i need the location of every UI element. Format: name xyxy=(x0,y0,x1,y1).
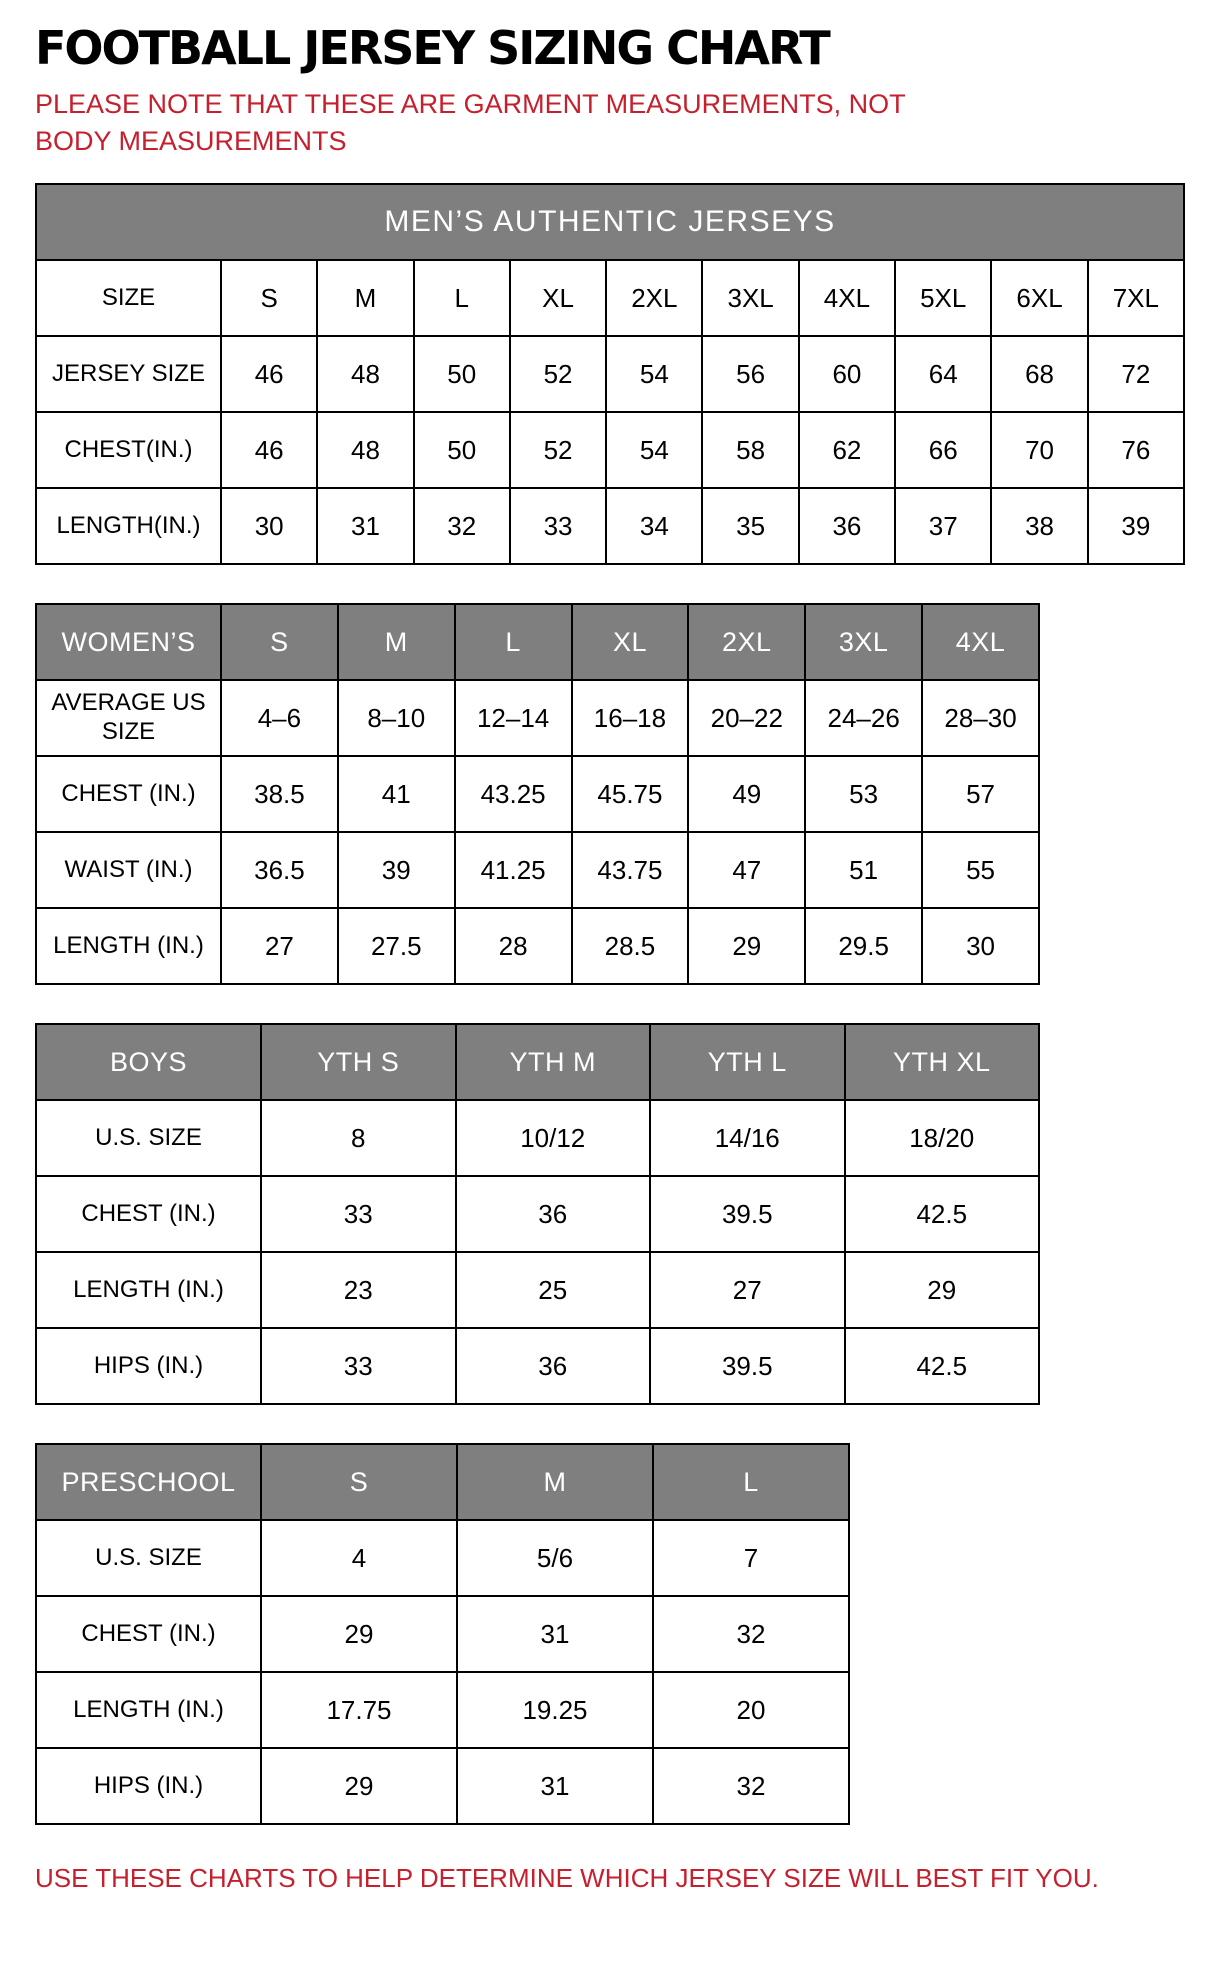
data-cell: 76 xyxy=(1088,412,1184,488)
table-row xyxy=(36,756,1039,832)
data-cell: 37 xyxy=(895,488,991,564)
data-cell: 31 xyxy=(457,1596,653,1672)
data-cell: 36 xyxy=(799,488,895,564)
footer-note: USE THESE CHARTS TO HELP DETERMINE WHICH JERSEY SIZE WILL BEST FIT YOU. xyxy=(35,1863,1099,1894)
row-label: CHEST(IN.) xyxy=(36,412,221,488)
data-cell: S xyxy=(221,260,317,336)
data-cell: 68 xyxy=(991,336,1087,412)
data-cell: 48 xyxy=(317,412,413,488)
data-cell: 72 xyxy=(1088,336,1184,412)
data-cell: 28–30 xyxy=(922,680,1039,756)
preschool-sizing-table xyxy=(35,1443,850,1825)
womens-sizing-table xyxy=(35,603,1040,985)
preschool-header-label: PRESCHOOL xyxy=(36,1444,261,1520)
data-cell: 56 xyxy=(702,336,798,412)
data-cell: 33 xyxy=(261,1176,456,1252)
row-label: HIPS (IN.) xyxy=(36,1328,261,1404)
data-cell: 8–10 xyxy=(338,680,455,756)
data-cell: 31 xyxy=(317,488,413,564)
data-cell: 42.5 xyxy=(845,1328,1040,1404)
mens-table-title: MEN’S AUTHENTIC JERSEYS xyxy=(36,184,1184,260)
data-cell: 53 xyxy=(805,756,922,832)
data-cell: 30 xyxy=(922,908,1039,984)
data-cell: 3XL xyxy=(702,260,798,336)
data-cell: 45.75 xyxy=(572,756,689,832)
data-cell: 16–18 xyxy=(572,680,689,756)
data-cell: 39 xyxy=(1088,488,1184,564)
header-cell: YTH S xyxy=(261,1024,456,1100)
data-cell: 48 xyxy=(317,336,413,412)
page-title: FOOTBALL JERSEY SIZING CHART xyxy=(35,21,829,75)
data-cell: 20 xyxy=(653,1672,849,1748)
data-cell: 20–22 xyxy=(688,680,805,756)
header-cell: 2XL xyxy=(688,604,805,680)
data-cell: 39.5 xyxy=(650,1328,845,1404)
data-cell: 18/20 xyxy=(845,1100,1040,1176)
data-cell: 64 xyxy=(895,336,991,412)
data-cell: 33 xyxy=(510,488,606,564)
data-cell: 55 xyxy=(922,832,1039,908)
row-label: JERSEY SIZE xyxy=(36,336,221,412)
data-cell: 49 xyxy=(688,756,805,832)
data-cell: 36.5 xyxy=(221,832,338,908)
data-cell: 29.5 xyxy=(805,908,922,984)
data-cell: 54 xyxy=(606,336,702,412)
data-cell: 43.25 xyxy=(455,756,572,832)
data-cell: XL xyxy=(510,260,606,336)
table-row xyxy=(36,1748,849,1824)
data-cell: 27 xyxy=(221,908,338,984)
data-cell: 39 xyxy=(338,832,455,908)
data-cell: M xyxy=(317,260,413,336)
header-cell: YTH XL xyxy=(845,1024,1040,1100)
mens-sizing-table xyxy=(35,183,1185,565)
data-cell: 29 xyxy=(688,908,805,984)
table-row xyxy=(36,908,1039,984)
data-cell: 7XL xyxy=(1088,260,1184,336)
data-cell: 2XL xyxy=(606,260,702,336)
header-cell: 3XL xyxy=(805,604,922,680)
data-cell: 29 xyxy=(261,1748,457,1824)
header-cell: XL xyxy=(572,604,689,680)
header-cell: L xyxy=(653,1444,849,1520)
data-cell: 4 xyxy=(261,1520,457,1596)
garment-measurements-note: PLEASE NOTE THAT THESE ARE GARMENT MEASUREMENTS, NOT BODY MEASUREMENTS xyxy=(35,89,906,156)
data-cell: 38 xyxy=(991,488,1087,564)
table-row xyxy=(36,1252,1039,1328)
data-cell: 28 xyxy=(455,908,572,984)
data-cell: 51 xyxy=(805,832,922,908)
data-cell: 32 xyxy=(414,488,510,564)
header-cell: S xyxy=(261,1444,457,1520)
data-cell: 36 xyxy=(456,1328,651,1404)
table-row xyxy=(36,1176,1039,1252)
data-cell: 42.5 xyxy=(845,1176,1040,1252)
row-label: HIPS (IN.) xyxy=(36,1748,261,1824)
row-label: LENGTH (IN.) xyxy=(36,908,221,984)
data-cell: 57 xyxy=(922,756,1039,832)
data-cell: 36 xyxy=(456,1176,651,1252)
data-cell: 34 xyxy=(606,488,702,564)
header-cell: S xyxy=(221,604,338,680)
data-cell: 6XL xyxy=(991,260,1087,336)
data-cell: 70 xyxy=(991,412,1087,488)
data-cell: 5XL xyxy=(895,260,991,336)
data-cell: 43.75 xyxy=(572,832,689,908)
table-row xyxy=(36,680,1039,756)
row-label: LENGTH(IN.) xyxy=(36,488,221,564)
row-label: CHEST (IN.) xyxy=(36,756,221,832)
data-cell: 66 xyxy=(895,412,991,488)
data-cell: 5/6 xyxy=(457,1520,653,1596)
data-cell: 29 xyxy=(261,1596,457,1672)
data-cell: 4XL xyxy=(799,260,895,336)
data-cell: 8 xyxy=(261,1100,456,1176)
data-cell: 27.5 xyxy=(338,908,455,984)
data-cell: 17.75 xyxy=(261,1672,457,1748)
data-cell: 47 xyxy=(688,832,805,908)
data-cell: 29 xyxy=(845,1252,1040,1328)
row-label: CHEST (IN.) xyxy=(36,1596,261,1672)
data-cell: 25 xyxy=(456,1252,651,1328)
data-cell: 24–26 xyxy=(805,680,922,756)
data-cell: 50 xyxy=(414,336,510,412)
row-label: LENGTH (IN.) xyxy=(36,1672,261,1748)
data-cell: 39.5 xyxy=(650,1176,845,1252)
table-row xyxy=(36,832,1039,908)
data-cell: 35 xyxy=(702,488,798,564)
womens-header-label: WOMEN’S xyxy=(36,604,221,680)
table-row xyxy=(36,1328,1039,1404)
data-cell: 41.25 xyxy=(455,832,572,908)
data-cell: 46 xyxy=(221,412,317,488)
header-cell: M xyxy=(457,1444,653,1520)
table-row xyxy=(36,336,1184,412)
data-cell: 19.25 xyxy=(457,1672,653,1748)
data-cell: 60 xyxy=(799,336,895,412)
data-cell: 31 xyxy=(457,1748,653,1824)
data-cell: 52 xyxy=(510,412,606,488)
data-cell: 28.5 xyxy=(572,908,689,984)
row-label: LENGTH (IN.) xyxy=(36,1252,261,1328)
data-cell: 32 xyxy=(653,1748,849,1824)
data-cell: 62 xyxy=(799,412,895,488)
row-label: WAIST (IN.) xyxy=(36,832,221,908)
data-cell: 52 xyxy=(510,336,606,412)
data-cell: 30 xyxy=(221,488,317,564)
data-cell: 12–14 xyxy=(455,680,572,756)
row-label: CHEST (IN.) xyxy=(36,1176,261,1252)
data-cell: 7 xyxy=(653,1520,849,1596)
data-cell: 46 xyxy=(221,336,317,412)
data-cell: 41 xyxy=(338,756,455,832)
data-cell: 58 xyxy=(702,412,798,488)
data-cell: 10/12 xyxy=(456,1100,651,1176)
data-cell: 33 xyxy=(261,1328,456,1404)
table-row xyxy=(36,260,1184,336)
data-cell: 50 xyxy=(414,412,510,488)
boys-header-label: BOYS xyxy=(36,1024,261,1100)
data-cell: L xyxy=(414,260,510,336)
row-label: U.S. SIZE xyxy=(36,1520,261,1596)
table-row xyxy=(36,412,1184,488)
data-cell: 32 xyxy=(653,1596,849,1672)
table-row xyxy=(36,1672,849,1748)
data-cell: 38.5 xyxy=(221,756,338,832)
header-cell: M xyxy=(338,604,455,680)
row-label: AVERAGE US SIZE xyxy=(36,680,221,756)
data-cell: 23 xyxy=(261,1252,456,1328)
header-cell: YTH M xyxy=(456,1024,651,1100)
table-row xyxy=(36,1100,1039,1176)
table-row xyxy=(36,1520,849,1596)
header-cell: L xyxy=(455,604,572,680)
row-label: U.S. SIZE xyxy=(36,1100,261,1176)
sizing-tables-container xyxy=(35,183,1185,1825)
table-row xyxy=(36,1596,849,1672)
data-cell: 27 xyxy=(650,1252,845,1328)
header-cell: 4XL xyxy=(922,604,1039,680)
table-row xyxy=(36,488,1184,564)
boys-sizing-table xyxy=(35,1023,1040,1405)
data-cell: 4–6 xyxy=(221,680,338,756)
header-cell: YTH L xyxy=(650,1024,845,1100)
data-cell: 14/16 xyxy=(650,1100,845,1176)
data-cell: 54 xyxy=(606,412,702,488)
row-label: SIZE xyxy=(36,260,221,336)
